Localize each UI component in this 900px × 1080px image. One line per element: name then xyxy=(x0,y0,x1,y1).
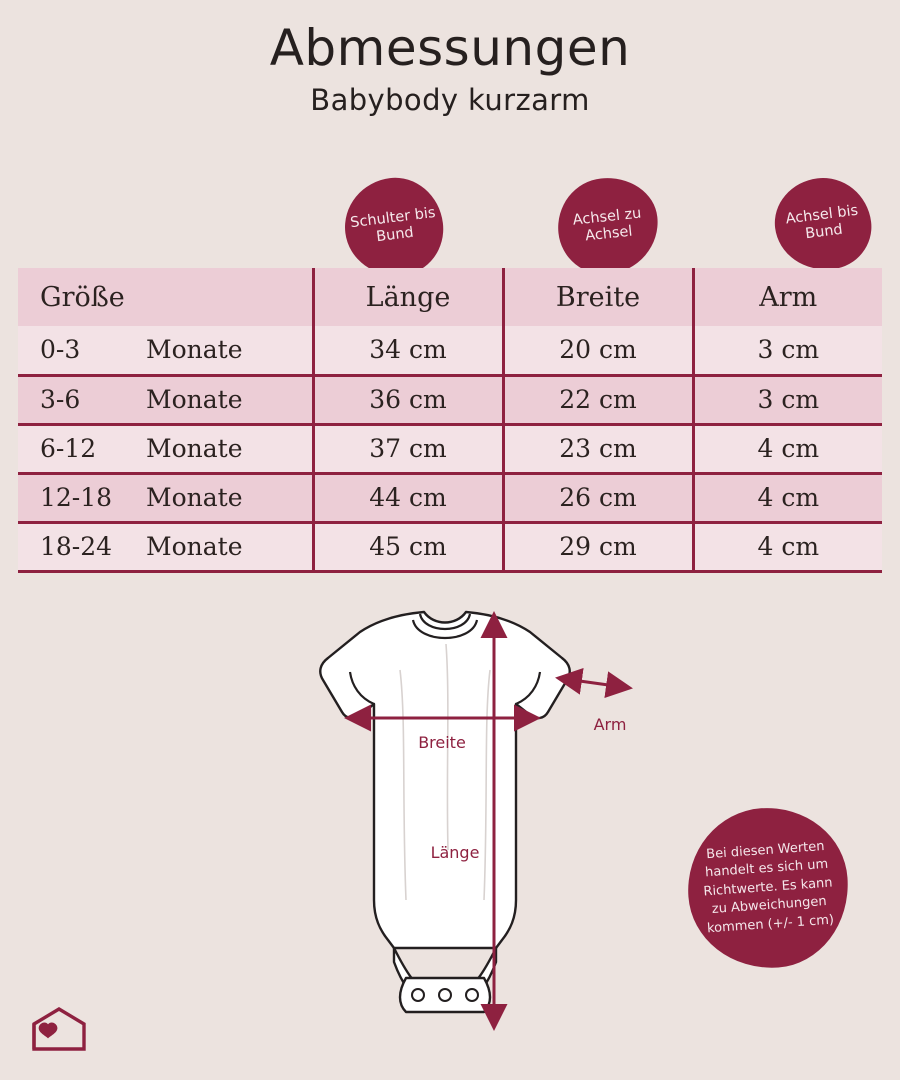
cell-size-unit: Monate xyxy=(146,473,313,522)
cell-width: 26 cm xyxy=(503,473,693,522)
column-header-arm: Arm xyxy=(693,268,882,326)
column-header-length: Länge xyxy=(313,268,503,326)
page-title: Abmessungen xyxy=(269,19,631,77)
table-row xyxy=(18,522,882,571)
callout-armpit-to-armpit xyxy=(553,173,662,279)
callout-shoulder-to-waist xyxy=(339,172,448,281)
measure-arm-label: Arm xyxy=(593,715,627,734)
brand-logo xyxy=(30,1006,88,1052)
cell-size-unit: Monate xyxy=(146,424,313,473)
cell-width: 20 cm xyxy=(503,326,693,375)
callout-label: Schulter bis Bund xyxy=(349,204,437,246)
cell-arm: 4 cm xyxy=(693,522,882,571)
measure-length-label: Länge xyxy=(430,843,480,862)
disclaimer-text: Bei diesen Werten handelt es sich um Richtwerte. Es kann zu Abweichungen kommen (+/- 1 cm) xyxy=(702,838,835,937)
cell-width: 23 cm xyxy=(503,424,693,473)
bodysuit-outline xyxy=(320,612,569,948)
page-subtitle: Babybody kurzarm xyxy=(310,82,590,117)
cell-size-unit: Monate xyxy=(146,375,313,424)
measure-width-label: Breite xyxy=(418,733,466,752)
table-row xyxy=(18,473,882,522)
bodysuit-illustration-svg xyxy=(210,600,680,1050)
measure-arm-arrow xyxy=(558,678,630,734)
cell-size: 3-6 xyxy=(18,375,146,424)
cell-size: 18-24 xyxy=(18,522,146,571)
table-header-row xyxy=(18,268,882,326)
cell-arm: 3 cm xyxy=(693,326,882,375)
table-row xyxy=(18,375,882,424)
cell-length: 45 cm xyxy=(313,522,503,571)
house-heart-logo-icon xyxy=(30,1006,88,1052)
cell-arm: 3 cm xyxy=(693,375,882,424)
callout-label: Achsel zu Achsel xyxy=(572,205,643,245)
column-header-size: Größe xyxy=(18,268,146,326)
cell-width: 22 cm xyxy=(503,375,693,424)
size-table xyxy=(18,268,882,573)
cell-size: 6-12 xyxy=(18,424,146,473)
callout-label: Achsel bis Bund xyxy=(784,202,859,243)
page-header xyxy=(0,0,900,117)
table-row xyxy=(18,326,882,375)
cell-length: 36 cm xyxy=(313,375,503,424)
column-header-size-spacer xyxy=(146,268,313,326)
snap-buttons xyxy=(412,989,478,1001)
bodysuit-diagram xyxy=(210,600,680,1050)
cell-size-unit: Monate xyxy=(146,326,313,375)
cell-size-unit: Monate xyxy=(146,522,313,571)
cell-size: 0-3 xyxy=(18,326,146,375)
cell-arm: 4 cm xyxy=(693,473,882,522)
column-header-width: Breite xyxy=(503,268,693,326)
cell-length: 44 cm xyxy=(313,473,503,522)
size-table-wrapper xyxy=(18,268,882,573)
cell-size: 12-18 xyxy=(18,473,146,522)
table-row xyxy=(18,424,882,473)
cell-width: 29 cm xyxy=(503,522,693,571)
callout-armpit-to-waist xyxy=(770,172,876,275)
snap-panel xyxy=(394,948,496,1012)
disclaimer-blob xyxy=(683,803,854,974)
cell-arm: 4 cm xyxy=(693,424,882,473)
cell-length: 34 cm xyxy=(313,326,503,375)
cell-length: 37 cm xyxy=(313,424,503,473)
